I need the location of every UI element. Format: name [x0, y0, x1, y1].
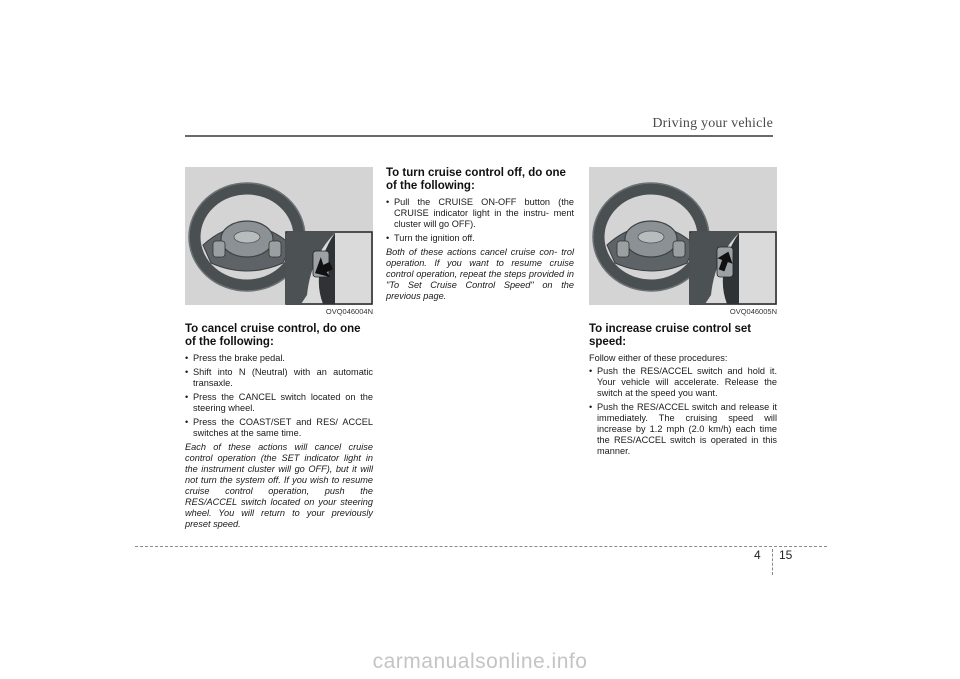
- section-title: Driving your vehicle: [652, 116, 773, 131]
- figure-code-left: OVQ046004N: [325, 307, 373, 316]
- page-number: 15: [779, 548, 793, 562]
- steering-wheel-figure-left: [185, 167, 373, 305]
- increase-list: [589, 366, 777, 457]
- watermark: carmanualsonline.info: [372, 650, 588, 673]
- list-item: • Press the COAST/SET and RES/ ACCEL switches at the same time.: [185, 417, 373, 439]
- list-item: • Push the RES/ACCEL switch and hold it. Your vehicle will accelerate. Release the switch at the speed you want.: [589, 366, 777, 399]
- off-heading: To turn cruise control off, do one of the following:: [386, 167, 566, 192]
- list-item: • Turn the ignition off.: [386, 233, 574, 244]
- off-note: Both of these actions cancel cruise con- trol operation. If you want to resume cruise control operation, repeat the steps provided in "To Set Cruise Control Speed" on the previous page.: [386, 247, 574, 301]
- steering-wheel-cancel-switch-illustration: [185, 167, 373, 305]
- list-item: • Shift into N (Neutral) with an automatic transaxle.: [185, 367, 373, 389]
- header-divider: [185, 135, 773, 137]
- cancel-list: [185, 353, 373, 439]
- increase-column: [589, 167, 777, 460]
- steering-wheel-figure-right: [589, 167, 777, 305]
- list-item: • Push the RES/ACCEL switch and release it immediately. The cruising speed will increase by 1.2 mph (2.0 km/h) each time the RES/ACCEL switch is operated in this manner.: [589, 402, 777, 457]
- page-number-separator: [772, 549, 773, 575]
- cancel-heading: To cancel cruise control, do one of the following:: [185, 323, 361, 348]
- list-item: • Press the CANCEL switch located on the steering wheel.: [185, 392, 373, 414]
- off-list: [386, 197, 574, 244]
- footer-divider: [135, 546, 827, 547]
- increase-heading: To increase cruise control set speed:: [589, 323, 752, 348]
- cancel-note: Each of these actions will cancel cruise control operation (the SET indicator light in the instrument cluster will go OFF), but it will not turn the system off. If you wish to resume cruise control operation, push the RES/ACCEL switch located on your steering wheel. You will return to your previously preset speed.: [185, 442, 373, 529]
- figure-code-right: OVQ046005N: [729, 307, 777, 316]
- cancel-column: [185, 167, 373, 530]
- off-column: [386, 167, 574, 302]
- steering-wheel-res-accel-switch-illustration: [589, 167, 777, 305]
- chapter-number: 4: [754, 548, 761, 562]
- list-item: • Pull the CRUISE ON-OFF button (the CRUISE indicator light in the instru- ment cluster will go OFF).: [386, 197, 574, 230]
- increase-intro: Follow either of these procedures:: [589, 353, 728, 363]
- list-item: • Press the brake pedal.: [185, 353, 373, 364]
